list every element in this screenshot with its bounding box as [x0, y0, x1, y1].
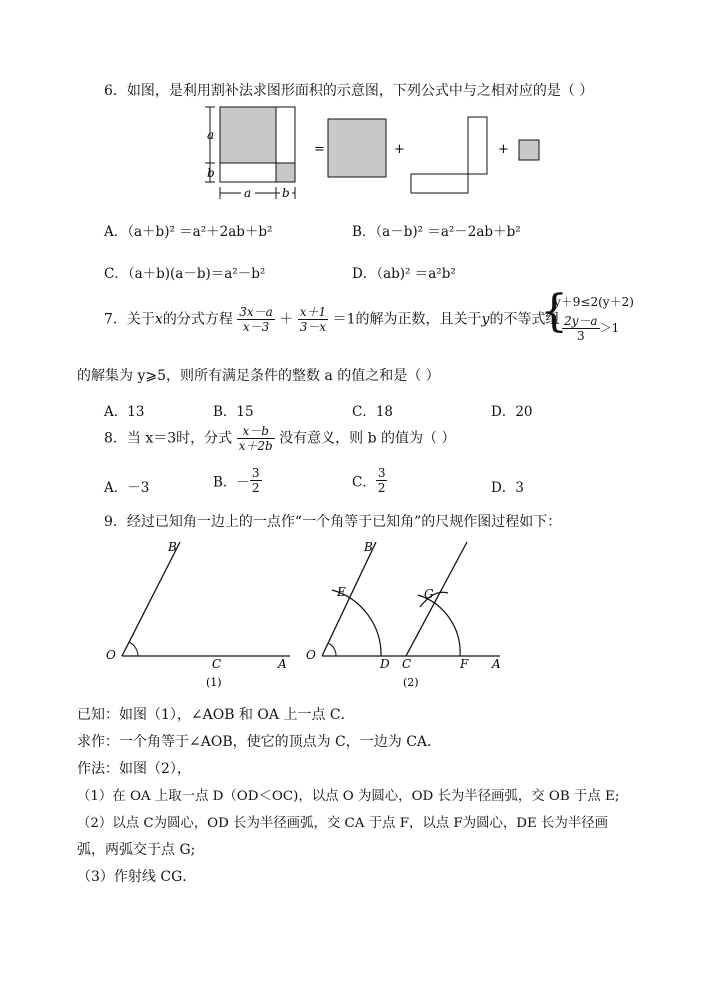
q7-system-line-2: $\frac{2y-a}{3}$ ＞1	[564, 314, 620, 343]
q8-stem: 8．当 x＝3时，分式 $\frac{x-b}{x+2b}$ 没有意义，则 b 的值为（ ）	[104, 424, 456, 453]
fig2-label-o: O	[306, 648, 316, 662]
q7-stem-line-2: 的解集为 y⩾5，则所有满足条件的整数 a 的值之和是（ ）	[77, 368, 440, 384]
fig2-label-a: A	[492, 657, 501, 671]
fig2-label-g: G	[424, 587, 434, 601]
q6-plus-2: +	[498, 142, 509, 157]
fig2-arc-de	[332, 590, 381, 656]
fig2-arc-fg	[418, 595, 460, 656]
q6-option-c: C．（a＋b)(a－b)＝a²－b²	[104, 266, 266, 282]
q6-option-d: D．（ab)² ＝a²b²	[352, 266, 456, 282]
q6-label-a-horizontal: a	[244, 186, 252, 200]
q6-bottom-strip	[220, 163, 276, 182]
fig1-label-a: A	[278, 657, 287, 671]
q6-label-b-vertical: b	[207, 166, 215, 180]
q6-stem: 6．如图，是利用割补法求图形面积的示意图，下列公式中与之相对应的是（ ）	[104, 83, 594, 99]
fig1-label-b: B	[168, 540, 177, 554]
q6-plus-1: +	[394, 142, 405, 157]
q7-option-b: B．15	[213, 404, 254, 420]
q9-known: 已知：如图（1），∠AOB 和 OA 上一点 C．	[77, 707, 355, 723]
fig2-label-d: D	[380, 657, 390, 671]
q6-equals-sign: =	[314, 142, 325, 157]
q7-system-brace: {	[540, 286, 568, 337]
q9-task: 求作：一个角等于∠AOB，使它的顶点为 C，一边为 CA．	[77, 734, 442, 750]
q9-step-1: （1）在 OA 上取一点 D（OD＜OC)，以点 O 为圆心，OD 长为半径画弧，交 OB 于点 E;	[77, 789, 620, 804]
fig1-angle-arc	[129, 642, 138, 656]
q6-figure	[198, 103, 558, 207]
fig2-ray-cg	[406, 542, 467, 656]
q6-option-a: A．（a＋b)² ＝a²＋2ab＋b²	[104, 224, 273, 240]
q6-vertical-strip	[468, 117, 487, 174]
q8-fraction: $\frac{x-b}{x+2b}$	[238, 424, 273, 453]
q7-option-a: A．13	[104, 404, 145, 420]
q9-method: 作法：如图（2），	[77, 761, 191, 777]
q6-label-a-vertical: a	[207, 128, 215, 142]
fig1-ray-ob	[122, 542, 180, 656]
q6-shaded-a-square	[220, 107, 276, 163]
q7-option-c: C．18	[352, 404, 394, 420]
q7-option-d: D．20	[491, 404, 533, 420]
q9-step-2: （2）以点 C为圆心，OD 长为半径画弧，交 CA 于点 F，以点 F为圆心，DE 长为半径画	[77, 816, 609, 831]
q7-fraction-2: $\frac{x+1}{3-x}$	[299, 305, 327, 334]
q6-right-strip	[276, 107, 295, 163]
fig2-caption: (2)	[403, 676, 419, 689]
q9-figure	[100, 535, 510, 695]
q6-option-b: B．（a－b)² ＝a²－2ab＋b²	[352, 224, 521, 240]
fig2-label-f: F	[460, 657, 469, 671]
q9-step-2-cont: 弧，两弧交于点 G;	[77, 842, 196, 858]
q8-option-d: D．3	[491, 480, 524, 496]
q6-horizontal-strip	[411, 174, 468, 193]
q7-system-line-1: y＋9≤2(y＋2)	[554, 295, 634, 309]
fig1-caption: (1)	[206, 676, 222, 689]
q9-stem: 9．经过已知角一边上的一点作“一个角等于已知角”的尺规作图过程如下：	[104, 514, 562, 530]
fig2-ray-ob	[322, 542, 376, 656]
q7-fraction-1: $\frac{3x-a}{x-3}$	[239, 305, 273, 334]
q8-option-b: B．－ $\frac{3}{2}$	[213, 466, 260, 495]
q6-shaded-b-square	[276, 163, 295, 182]
fig2-angle-arc	[328, 643, 336, 656]
q6-result-b-square	[519, 140, 539, 160]
q8-option-a: A．－3	[104, 480, 150, 496]
q8-option-c: C． $\frac{3}{2}$	[352, 466, 386, 495]
q6-label-b-horizontal: b	[282, 186, 290, 200]
q7-stem: 7．关于x的分式方程 $\frac{3x-a}{x-3}$ ＋ $\frac{x+1}{3-x}$ ＝1的解为正数，且关于y的不等式组	[104, 305, 560, 334]
fig2-label-b: B	[364, 540, 373, 554]
q6-result-a-square	[328, 119, 386, 177]
fig1-label-c: C	[212, 657, 222, 671]
fig2-label-e: E	[337, 585, 346, 599]
q9-step-3: （3）作射线 CG．	[77, 869, 197, 885]
fig2-label-c: C	[402, 657, 412, 671]
fig1-label-o: O	[106, 648, 116, 662]
